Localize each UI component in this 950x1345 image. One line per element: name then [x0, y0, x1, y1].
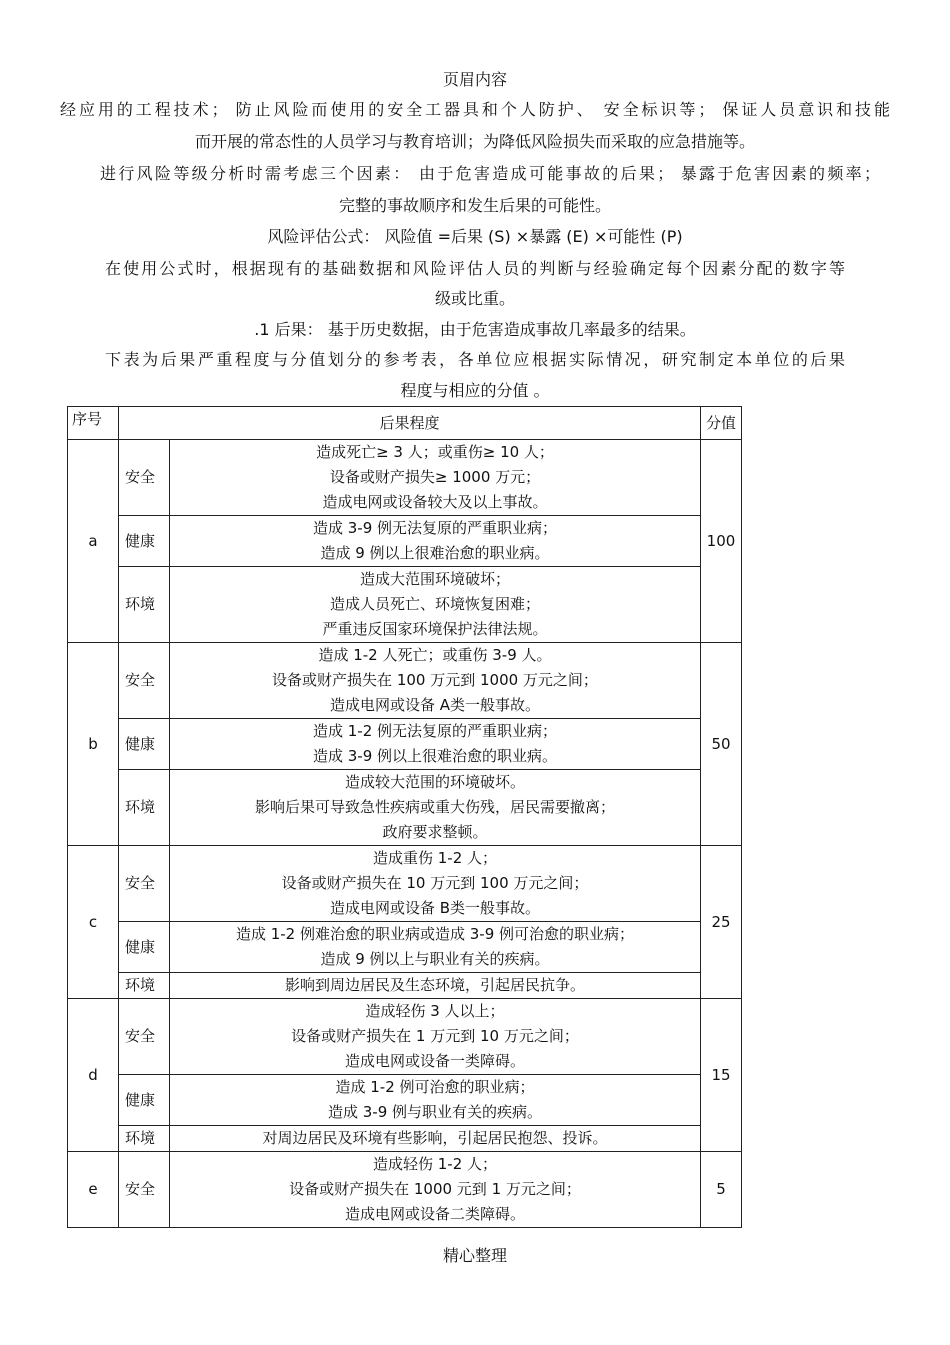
consequence-cell [170, 567, 701, 643]
consequence-line: 造成轻伤 1-2 人； [372, 1155, 498, 1173]
seq-cell: d [68, 999, 119, 1152]
consequence-line: 造成 9 例以上与职业有关的疾病。 [320, 950, 550, 968]
table-row [68, 567, 742, 643]
consequence-cell [170, 973, 701, 999]
table-row [68, 719, 742, 770]
category-cell: 健康 [119, 1075, 170, 1126]
category-cell: 环境 [119, 567, 170, 643]
consequence-line: 造成 3-9 例以上很难治愈的职业病。 [312, 747, 558, 765]
category-cell: 安全 [119, 440, 170, 516]
seq-cell: a [68, 440, 119, 643]
consequence-line: 造成 9 例以上很难治愈的职业病。 [320, 544, 550, 562]
consequence-line: 造成电网或设备 A类一般事故。 [329, 696, 541, 714]
consequence-line: 造成 1-2 人死亡；或重伤 3-9 人。 [318, 646, 552, 664]
consequence-line: 设备或财产损失在 1 万元到 10 万元之间； [291, 1027, 579, 1045]
paragraph-line-9: 下表为后果严重程度与分值划分的参考表，各单位应根据实际情况，研究制定本单位的后果 [105, 350, 845, 369]
category-cell: 安全 [119, 1152, 170, 1228]
paragraph-line-10: 程度与相应的分值 。 [400, 381, 550, 400]
consequence-line: 设备或财产损失在 10 万元到 100 万元之间； [281, 874, 589, 892]
consequence-table [67, 406, 742, 1228]
seq-cell: b [68, 643, 119, 846]
table-row [68, 846, 742, 922]
table-row [68, 922, 742, 973]
consequence-line: 设备或财产损失≥ 1000 万元； [329, 468, 541, 486]
consequence-line: 造成大范围环境破坏； [359, 570, 510, 588]
category-cell: 环境 [119, 1126, 170, 1152]
consequence-line: 造成较大范围的环境破坏。 [344, 773, 525, 791]
page-footer: 精心整理 [442, 1246, 507, 1265]
table-row [68, 516, 742, 567]
consequence-cell [170, 846, 701, 922]
consequence-line: 造成 1-2 例难治愈的职业病或造成 3-9 例可治愈的职业病； [235, 925, 635, 943]
risk-formula: 风险评估公式： 风险值 =后果 (S) ×暴露 (E) ×可能性 (P) [267, 227, 683, 246]
consequence-line: 造成 1-2 例可治愈的职业病； [335, 1078, 535, 1096]
consequence-line: 造成电网或设备二类障碍。 [344, 1205, 525, 1223]
consequence-line: 设备或财产损失在 100 万元到 1000 万元之间； [272, 671, 598, 689]
score-cell: 100 [701, 440, 742, 643]
consequence-cell [170, 999, 701, 1075]
table-row [68, 1126, 742, 1152]
consequence-line: 设备或财产损失在 1000 元到 1 万元之间； [289, 1180, 581, 1198]
paragraph-line-2: 而开展的常态性的人员学习与教育培训；为降低风险损失而采取的应急措施等。 [194, 132, 755, 151]
paragraph-line-7: 级或比重。 [434, 289, 515, 308]
consequence-line: 造成 1-2 例无法复原的严重职业病； [312, 722, 558, 740]
consequence-line: 严重违反国家环境保护法律法规。 [322, 620, 548, 638]
paragraph-line-3: 进行风险等级分析时需考虑三个因素： 由于危害造成可能事故的后果； 暴露于危害因素的频率； [100, 164, 880, 183]
header-seq: 序号 [68, 407, 119, 440]
consequence-line: 造成 3-9 例与职业有关的疾病。 [327, 1103, 543, 1121]
score-cell: 15 [701, 999, 742, 1152]
paragraph-line-6: 在使用公式时，根据现有的基础数据和风险评估人员的判断与经验确定每个因素分配的数字等 [105, 259, 845, 278]
category-cell: 安全 [119, 643, 170, 719]
consequence-line: 造成电网或设备一类障碍。 [344, 1052, 525, 1070]
score-cell: 5 [701, 1152, 742, 1228]
consequence-line: 影响后果可导致急性疾病或重大伤残，居民需要撤离； [254, 798, 615, 816]
paragraph-line-4: 完整的事故顺序和发生后果的可能性。 [338, 196, 611, 215]
consequence-cell [170, 770, 701, 846]
consequence-line: 造成电网或设备 B类一般事故。 [329, 899, 541, 917]
consequence-line: 造成轻伤 3 人以上； [365, 1002, 505, 1020]
section-heading: .1 后果： 基于历史数据，由于危害造成事故几率最多的结果。 [254, 320, 696, 339]
page-header: 页眉内容 [442, 70, 507, 89]
consequence-line: 造成死亡≥ 3 人；或重伤≥ 10 人； [316, 443, 554, 461]
header-desc: 后果程度 [119, 407, 701, 440]
consequence-cell [170, 440, 701, 516]
consequence-cell [170, 643, 701, 719]
score-cell: 25 [701, 846, 742, 999]
consequence-line: 对周边居民及环境有些影响，引起居民抱怨、投诉。 [262, 1129, 608, 1147]
header-score: 分值 [701, 407, 742, 440]
consequence-line: 造成 3-9 例无法复原的严重职业病； [312, 519, 558, 537]
consequence-cell [170, 1152, 701, 1228]
consequence-line: 造成重伤 1-2 人； [372, 849, 498, 867]
seq-cell: e [68, 1152, 119, 1228]
category-cell: 安全 [119, 846, 170, 922]
table-row [68, 999, 742, 1075]
table-row [68, 1152, 742, 1228]
consequence-line: 造成电网或设备较大及以上事故。 [322, 493, 548, 511]
category-cell: 健康 [119, 719, 170, 770]
table-row [68, 770, 742, 846]
table-header-row [68, 407, 742, 440]
consequence-cell [170, 719, 701, 770]
score-cell: 50 [701, 643, 742, 846]
category-cell: 健康 [119, 516, 170, 567]
consequence-line: 造成人员死亡、环境恢复困难； [329, 595, 540, 613]
category-cell: 健康 [119, 922, 170, 973]
consequence-cell [170, 922, 701, 973]
consequence-line: 影响到周边居民及生态环境，引起居民抗争。 [284, 976, 585, 994]
consequence-line: 政府要求整顿。 [382, 823, 488, 841]
consequence-cell [170, 516, 701, 567]
category-cell: 环境 [119, 973, 170, 999]
table-row [68, 973, 742, 999]
table-row [68, 440, 742, 516]
category-cell: 安全 [119, 999, 170, 1075]
paragraph-line-1: 经应用的工程技术； 防止风险而使用的安全工器具和个人防护、 安全标识等； 保证人员意识和技能 [60, 100, 890, 119]
consequence-cell [170, 1126, 701, 1152]
consequence-cell [170, 1075, 701, 1126]
table-row [68, 1075, 742, 1126]
category-cell: 环境 [119, 770, 170, 846]
table-row [68, 643, 742, 719]
seq-cell: c [68, 846, 119, 999]
